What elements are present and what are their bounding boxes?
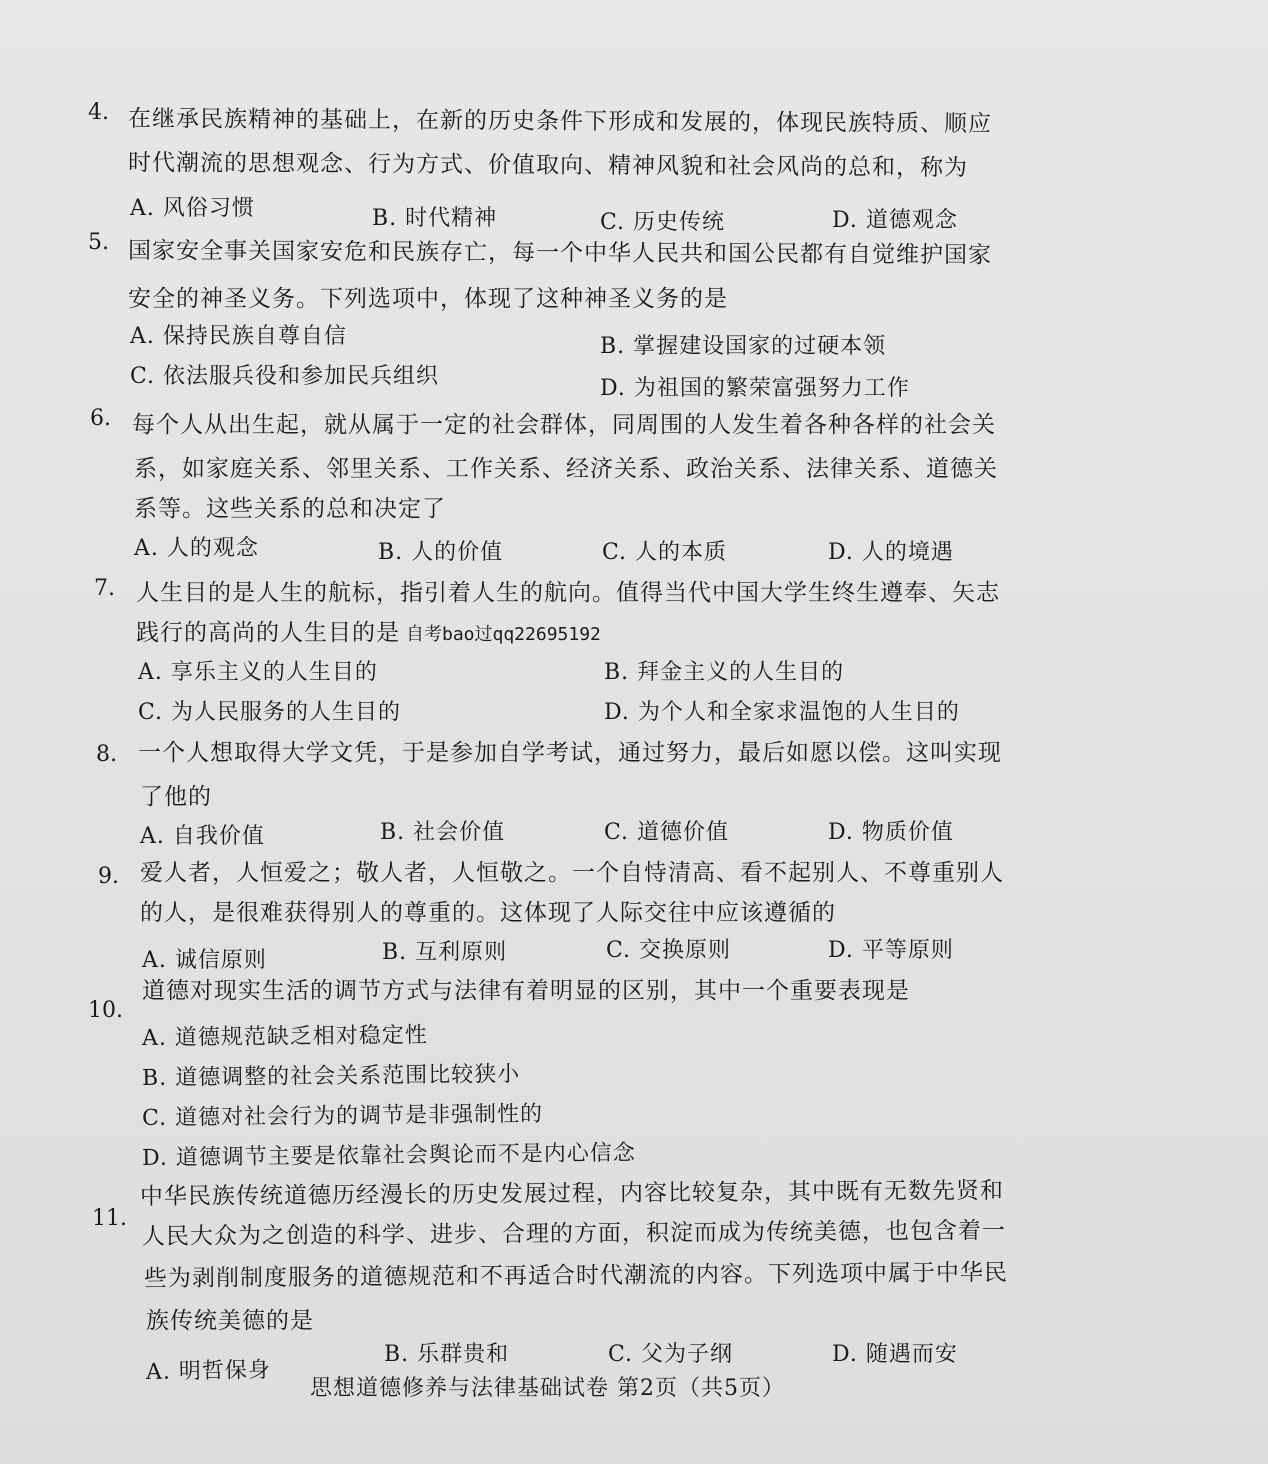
option-d: D. 为祖国的繁荣富强努力工作 xyxy=(600,376,910,401)
question-number: 8. xyxy=(96,742,117,767)
question-text: 践行的高尚的人生目的是 自考bao过qq22695192 xyxy=(136,620,601,646)
option-a: A. 风俗习惯 xyxy=(130,196,255,221)
question-text: 系，如家庭关系、邻里关系、工作关系、经济关系、政治关系、法律关系、道德关 xyxy=(134,456,998,482)
question-text: 系等。这些关系的总和决定了 xyxy=(134,496,446,522)
question-number: 11. xyxy=(92,1206,127,1231)
question-number: 7. xyxy=(94,576,115,601)
option-c: C. 依法服兵役和参加民兵组织 xyxy=(130,364,440,389)
option-a: A. 明哲保身 xyxy=(145,1357,272,1385)
question-text: 在继承民族精神的基础上，在新的历史条件下形成和发展的，体现民族特质、顺应 xyxy=(127,106,993,138)
question-text: 一个人想取得大学文凭，于是参加自学考试，通过努力，最后如愿以偿。这叫实现 xyxy=(138,740,1002,766)
option-c: C. 道德价值 xyxy=(604,820,730,845)
option-b: B. 互利原则 xyxy=(382,940,508,965)
question-number: 6. xyxy=(90,406,111,431)
question-number: 5. xyxy=(88,230,109,255)
question-text: 爱人者，人恒爱之；敬人者，人恒敬之。一个自恃清高、看不起别人、不尊重别人 xyxy=(140,860,1004,886)
option-a: A. 道德规范缺乏相对稳定性 xyxy=(141,1023,428,1051)
question-text: 中华民族传统道德历经漫长的历史发展过程，内容比较复杂，其中既有无数先贤和 xyxy=(139,1177,1005,1210)
option-b: B. 拜金主义的人生目的 xyxy=(604,660,845,685)
option-a: A. 自我价值 xyxy=(140,824,265,849)
option-d: D. 道德观念 xyxy=(832,208,958,233)
option-a: A. 诚信原则 xyxy=(142,948,267,973)
option-a: A. 保持民族自尊自信 xyxy=(130,324,347,349)
question-text: 些为剥削制度服务的道德规范和不再适合时代潮流的内容。下列选项中属于中华民 xyxy=(143,1259,1009,1292)
option-c: C. 父为子纲 xyxy=(608,1342,734,1367)
option-a: A. 享乐主义的人生目的 xyxy=(138,660,378,685)
question-text: 了他的 xyxy=(140,784,212,810)
option-c: C. 人的本质 xyxy=(602,540,728,565)
option-c: C. 交换原则 xyxy=(606,938,732,963)
option-d: D. 物质价值 xyxy=(828,820,954,845)
question-number: 9. xyxy=(98,864,119,889)
page-footer: 思想道德修养与法律基础试卷 第2页（共5页） xyxy=(310,1376,785,1401)
option-b: B. 道德调整的社会关系范围比较狭小 xyxy=(141,1062,521,1091)
question-text: 道德对现实生活的调节方式与法律有着明显的区别，其中一个重要表现是 xyxy=(142,978,910,1004)
option-b: B. 社会价值 xyxy=(380,820,506,845)
question-text: 人民大众为之创造的科学、进步、合理的方面，积淀而成为传统美德，也包含着一 xyxy=(141,1217,1007,1250)
option-a: A. 人的观念 xyxy=(134,536,259,561)
question-text: 安全的神圣义务。下列选项中，体现了这种神圣义务的是 xyxy=(128,286,728,312)
question-number: 10. xyxy=(88,998,123,1023)
watermark-text: 自考bao过qq22695192 xyxy=(406,624,601,645)
question-text: 时代潮流的思想观念、行为方式、价值取向、精神风貌和社会风尚的总和，称为 xyxy=(127,150,969,182)
question-text: 族传统美德的是 xyxy=(146,1308,314,1334)
option-b: B. 乐群贵和 xyxy=(384,1342,510,1367)
option-b: B. 时代精神 xyxy=(372,206,498,231)
option-c: C. 历史传统 xyxy=(600,210,726,235)
option-d: D. 道德调节主要是依靠社会舆论而不是内心信念 xyxy=(141,1140,636,1171)
option-c: C. 为人民服务的人生目的 xyxy=(138,700,402,725)
option-d: D. 平等原则 xyxy=(828,938,954,963)
option-d: D. 为个人和全家求温饱的人生目的 xyxy=(604,700,960,725)
question-text: 人生目的是人生的航标，指引着人生的航向。值得当代中国大学生终生遵奉、矢志 xyxy=(136,580,1000,606)
question-text: 的人，是很难获得别人的尊重的。这体现了人际交往中应该遵循的 xyxy=(140,900,836,926)
option-d: D. 人的境遇 xyxy=(828,540,954,565)
option-b: B. 人的价值 xyxy=(378,540,504,565)
option-b: B. 掌握建设国家的过硬本领 xyxy=(600,334,887,359)
question-number: 4. xyxy=(88,100,109,125)
option-c: C. 道德对社会行为的调节是非强制性的 xyxy=(141,1101,544,1131)
option-d: D. 随遇而安 xyxy=(832,1342,958,1367)
question-text: 国家安全事关国家安危和民族存亡，每一个中华人民共和国公民都有自觉维护国家 xyxy=(127,238,993,269)
question-text: 每个人从出生起，就从属于一定的社会群体，同周围的人发生着各种各样的社会关 xyxy=(132,412,996,438)
